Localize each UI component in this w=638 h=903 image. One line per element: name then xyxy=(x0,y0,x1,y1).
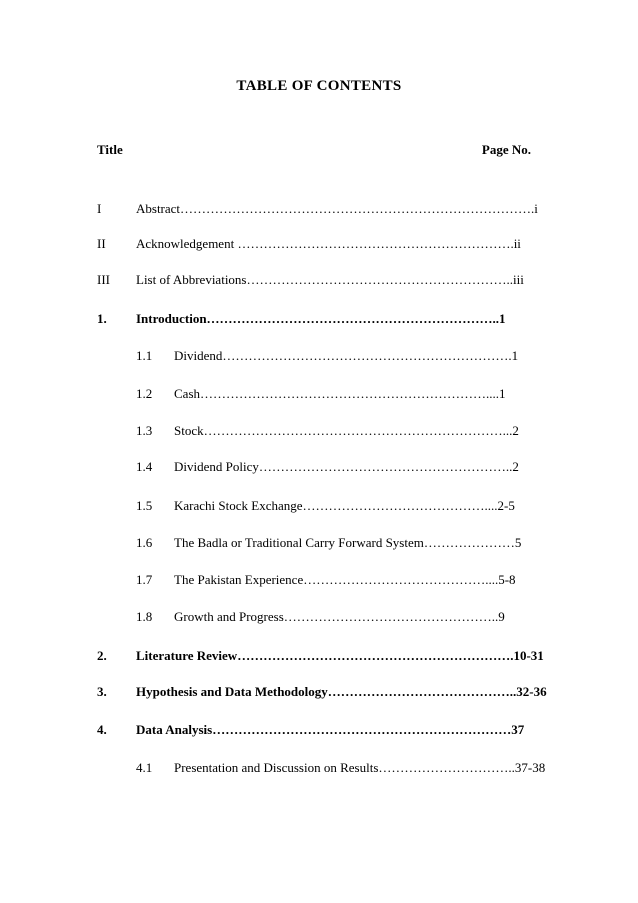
toc-entry-number: III xyxy=(97,272,110,287)
toc-entry-text: The Badla or Traditional Carry Forward System…………………5 xyxy=(174,535,522,550)
toc-entry-text: Data Analysis……………………………………………………………37 xyxy=(136,722,525,737)
toc-entry-number: 1.3 xyxy=(136,423,153,438)
toc-entry-text: Abstract……………………………………………………………………….i xyxy=(136,201,538,216)
toc-entry-acknowledgement xyxy=(0,236,638,256)
toc-entry-text: Hypothesis and Data Methodology……………………………………..32-36 xyxy=(136,684,547,699)
title-column-label: Title xyxy=(97,142,123,157)
toc-entry-text: Literature Review……………………………………………………….10-31 xyxy=(136,648,544,663)
toc-subentry-karachi-stock-exchange xyxy=(0,498,638,518)
toc-heading: TABLE OF CONTENTS xyxy=(236,78,402,94)
toc-entry-number: 1.1 xyxy=(136,348,153,363)
toc-entry-number: I xyxy=(97,201,102,216)
toc-entry-text: Presentation and Discussion on Results…………………………..37-38 xyxy=(174,760,546,775)
toc-entry-text: Dividend………………………………………………………….1 xyxy=(174,348,519,363)
toc-entry-number: 2. xyxy=(97,648,107,663)
toc-subentry-stock xyxy=(0,423,638,443)
toc-entry-number: 3. xyxy=(97,684,107,699)
toc-entry-text: List of Abbreviations……………………………………………………..iii xyxy=(136,272,524,287)
toc-entry-text: Karachi Stock Exchange……………………………………....2-5 xyxy=(174,498,515,513)
toc-entry-number: 4.1 xyxy=(136,760,153,775)
toc-subentry-pakistan-experience xyxy=(0,572,638,592)
toc-entry-text: The Pakistan Experience……………………………………....5-8 xyxy=(174,572,516,587)
toc-subentry-dividend-policy xyxy=(0,459,638,479)
toc-entry-number: 1.7 xyxy=(136,572,153,587)
toc-entry-number: 1. xyxy=(97,311,107,326)
toc-subentry-dividend xyxy=(0,348,638,368)
toc-entry-introduction xyxy=(0,311,638,331)
toc-entry-text: Growth and Progress…………………………………………..9 xyxy=(174,609,505,624)
toc-entry-number: 4. xyxy=(97,722,107,737)
toc-entry-hypothesis-methodology xyxy=(0,684,638,704)
toc-entry-literature-review xyxy=(0,648,638,668)
toc-subentry-cash xyxy=(0,386,638,406)
toc-entry-text: Introduction…………………………………………………………..1 xyxy=(136,311,506,326)
toc-subentry-presentation-discussion xyxy=(0,760,638,780)
toc-entry-number: 1.6 xyxy=(136,535,153,550)
toc-subentry-badla-system xyxy=(0,535,638,555)
toc-entry-number: 1.4 xyxy=(136,459,153,474)
toc-entry-text: Acknowledgement ……………………………………………………….ii xyxy=(136,236,521,251)
toc-entry-text: Stock……………………………………………………………...2 xyxy=(174,423,519,438)
toc-subentry-growth-progress xyxy=(0,609,638,629)
toc-entry-text: Dividend Policy…………………………………………………..2 xyxy=(174,459,519,474)
toc-entry-number: 1.8 xyxy=(136,609,153,624)
toc-entry-abstract xyxy=(0,201,638,221)
toc-entry-number: II xyxy=(97,236,106,251)
toc-entry-number: 1.5 xyxy=(136,498,153,513)
toc-entry-number: 1.2 xyxy=(136,386,153,401)
page-number-column-label: Page No. xyxy=(481,142,531,157)
toc-entry-text: Cash…………………………………………………………....1 xyxy=(174,386,506,401)
toc-entry-data-analysis xyxy=(0,722,638,742)
toc-entry-abbreviations xyxy=(0,272,638,292)
